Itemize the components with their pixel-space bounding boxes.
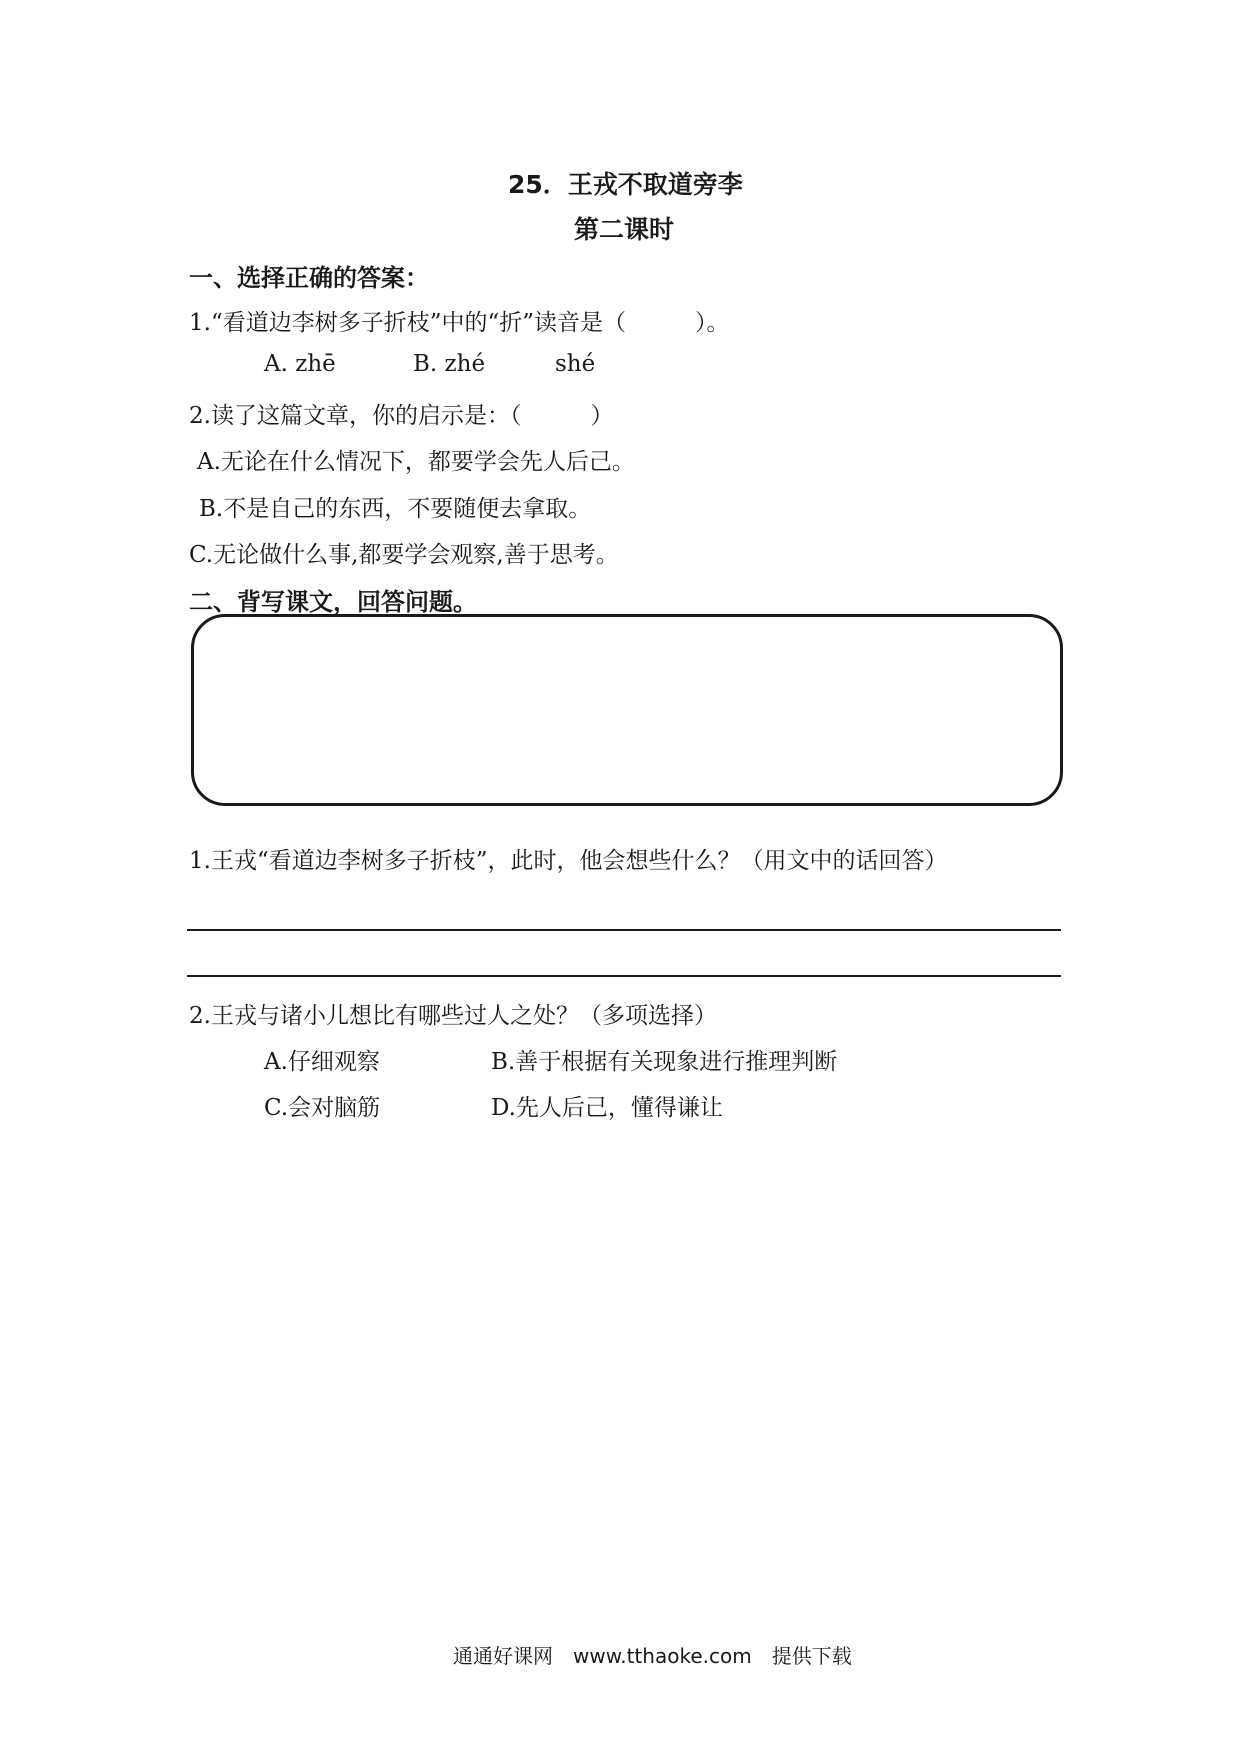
q2-2-option-b: B.善于根据有关现象进行推理判断 <box>491 1049 838 1075</box>
answer-line-1[interactable] <box>187 929 1061 931</box>
q1-1-option-c: shé <box>555 351 596 377</box>
q2-2-option-a: A.仔细观察 <box>264 1049 380 1075</box>
q1-2-option-c: C.无论做什么事,都要学会观察,善于思考。 <box>189 542 619 568</box>
recitation-answer-box[interactable] <box>191 614 1063 806</box>
page-subtitle: 第二课时 <box>574 215 675 244</box>
page-footer: 通通好课网 www.tthaoke.com 提供下载 <box>453 1644 852 1668</box>
page-title: 25．王戎不取道旁李 <box>508 170 743 199</box>
question-1-2: 2.读了这篇文章，你的启示是：（ ） <box>189 403 614 429</box>
section-1-heading: 一、选择正确的答案： <box>189 264 429 292</box>
question-1-1: 1.“看道边李树多子折枝”中的“折”读音是（ ）。 <box>189 310 730 336</box>
answer-line-2[interactable] <box>187 975 1061 977</box>
q2-2-option-d: D.先人后己，懂得谦让 <box>491 1095 723 1121</box>
question-2-2: 2.王戎与诸小儿想比有哪些过人之处？（多项选择） <box>189 1003 717 1029</box>
q1-2-option-b: B.不是自己的东西，不要随便去拿取。 <box>199 496 592 522</box>
section-2-heading: 二、背写课文，回答问题。 <box>189 588 477 616</box>
question-2-1: 1.王戎“看道边李树多子折枝”，此时，他会想些什么？（用文中的话回答） <box>189 848 948 874</box>
q1-2-option-a: A.无论在什么情况下，都要学会先人后己。 <box>197 449 635 475</box>
q1-1-option-a: A. zhē <box>264 351 336 377</box>
q1-1-option-b: B. zhé <box>413 351 486 377</box>
q2-2-option-c: C.会对脑筋 <box>264 1095 381 1121</box>
